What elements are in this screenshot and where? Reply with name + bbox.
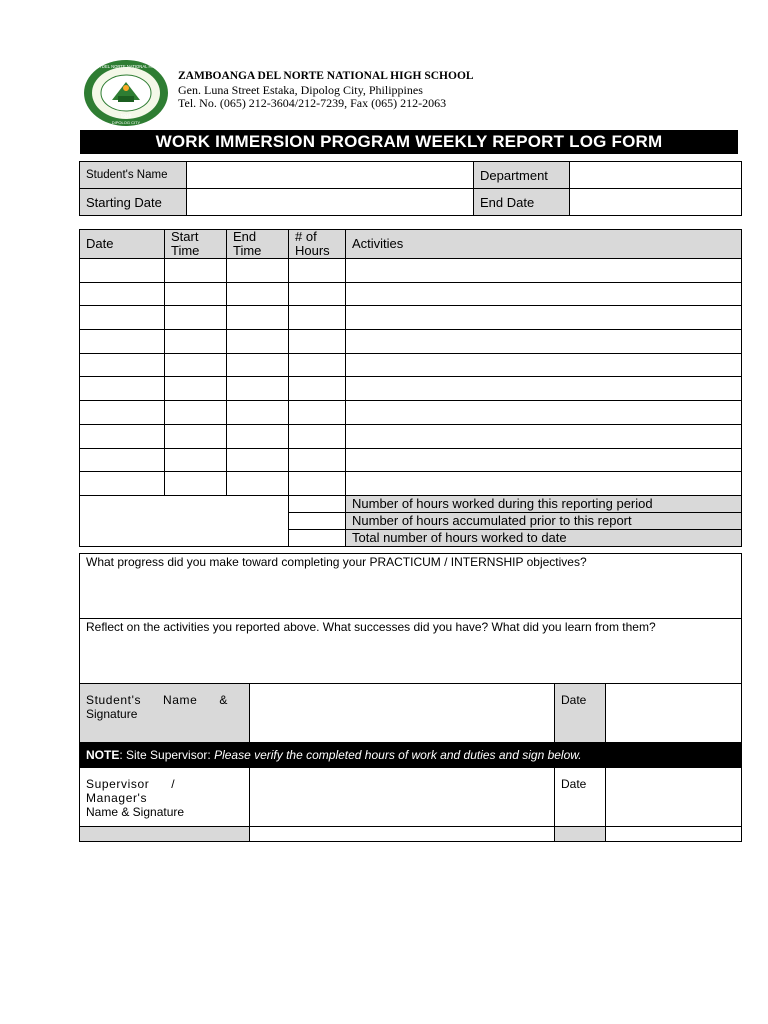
log-date-cell[interactable] — [80, 448, 165, 472]
supervisor-date-label: Date — [555, 768, 606, 827]
summary-hours-field[interactable] — [289, 495, 346, 512]
seal-year: 1948 — [120, 114, 132, 120]
log-activities-cell[interactable] — [346, 401, 742, 425]
summary-row — [80, 495, 742, 512]
log-row — [80, 448, 742, 472]
hours-header: # of Hours — [289, 230, 346, 259]
start-time-header: Start Time — [165, 230, 227, 259]
department-field[interactable] — [570, 162, 742, 189]
log-hours-cell[interactable] — [289, 306, 346, 330]
log-end-time-cell[interactable] — [227, 353, 289, 377]
student-date-label: Date — [555, 684, 606, 743]
log-row — [80, 401, 742, 425]
log-start-time-cell[interactable] — [165, 259, 227, 283]
extra-row-cell[interactable] — [606, 827, 742, 842]
supervisor-note: NOTE: Site Supervisor: Please verify the completed hours of work and duties and sign below. — [80, 743, 742, 768]
summary-label: Number of hours worked during this reporting period — [346, 495, 742, 512]
log-row — [80, 259, 742, 283]
log-activities-cell[interactable] — [346, 377, 742, 401]
log-end-time-cell[interactable] — [227, 377, 289, 401]
log-row — [80, 377, 742, 401]
progress-question[interactable]: What progress did you make toward completing your PRACTICUM / INTERNSHIP objectives? — [80, 554, 742, 619]
log-end-time-cell[interactable] — [227, 472, 289, 496]
summary-hours-field[interactable] — [289, 529, 346, 546]
log-date-cell[interactable] — [80, 306, 165, 330]
log-hours-cell[interactable] — [289, 259, 346, 283]
seal-text-bottom: DIPOLOG CITY — [111, 120, 141, 125]
school-address: Gen. Luna Street Estaka, Dipolog City, Philippines — [178, 82, 423, 97]
summary-label: Number of hours accumulated prior to this report — [346, 512, 742, 529]
student-signature-field[interactable] — [250, 684, 555, 743]
date-header: Date — [80, 230, 165, 259]
log-row — [80, 282, 742, 306]
student-info-table — [79, 161, 742, 216]
log-end-time-cell[interactable] — [227, 401, 289, 425]
seal-text-top: ZAMBOANGA DEL NORTE NATIONAL HIGH SCHOOL — [74, 64, 178, 69]
school-name: ZAMBOANGA DEL NORTE NATIONAL HIGH SCHOOL — [178, 70, 474, 82]
log-activities-cell[interactable] — [346, 259, 742, 283]
log-row — [80, 353, 742, 377]
log-end-time-cell[interactable] — [227, 330, 289, 354]
summary-hours-field[interactable] — [289, 512, 346, 529]
log-date-cell[interactable] — [80, 424, 165, 448]
log-end-time-cell[interactable] — [227, 306, 289, 330]
log-start-time-cell[interactable] — [165, 472, 227, 496]
log-hours-cell[interactable] — [289, 330, 346, 354]
log-start-time-cell[interactable] — [165, 282, 227, 306]
log-date-cell[interactable] — [80, 282, 165, 306]
log-start-time-cell[interactable] — [165, 401, 227, 425]
department-label: Department — [474, 162, 570, 189]
log-hours-cell[interactable] — [289, 448, 346, 472]
extra-row-cell — [555, 827, 606, 842]
starting-date-field[interactable] — [187, 189, 474, 216]
log-end-time-cell[interactable] — [227, 424, 289, 448]
log-start-time-cell[interactable] — [165, 424, 227, 448]
log-activities-cell[interactable] — [346, 330, 742, 354]
log-start-time-cell[interactable] — [165, 353, 227, 377]
school-seal-logo — [74, 58, 178, 128]
supervisor-signature-field[interactable] — [250, 768, 555, 827]
activity-log-table — [79, 229, 742, 547]
form-title: WORK IMMERSION PROGRAM WEEKLY REPORT LOG FORM — [80, 130, 738, 154]
student-signature-label: Student's Name & Signature — [80, 684, 250, 743]
log-end-time-cell[interactable] — [227, 259, 289, 283]
log-hours-cell[interactable] — [289, 377, 346, 401]
log-hours-cell[interactable] — [289, 353, 346, 377]
log-row — [80, 424, 742, 448]
log-date-cell[interactable] — [80, 259, 165, 283]
log-activities-cell[interactable] — [346, 472, 742, 496]
log-hours-cell[interactable] — [289, 401, 346, 425]
reflection-table — [79, 553, 742, 842]
activities-header: Activities — [346, 230, 742, 259]
log-hours-cell[interactable] — [289, 424, 346, 448]
log-date-cell[interactable] — [80, 401, 165, 425]
log-date-cell[interactable] — [80, 472, 165, 496]
log-activities-cell[interactable] — [346, 424, 742, 448]
log-row — [80, 306, 742, 330]
log-start-time-cell[interactable] — [165, 448, 227, 472]
starting-date-label: Starting Date — [80, 189, 187, 216]
supervisor-signature-label: Supervisor / Manager's Name & Signature — [80, 768, 250, 827]
log-end-time-cell[interactable] — [227, 282, 289, 306]
log-activities-cell[interactable] — [346, 448, 742, 472]
summary-label: Total number of hours worked to date — [346, 529, 742, 546]
supervisor-date-field[interactable] — [606, 768, 742, 827]
extra-row-cell — [80, 827, 250, 842]
extra-row-cell[interactable] — [250, 827, 555, 842]
log-row — [80, 472, 742, 496]
end-date-field[interactable] — [570, 189, 742, 216]
log-row — [80, 330, 742, 354]
log-activities-cell[interactable] — [346, 282, 742, 306]
log-start-time-cell[interactable] — [165, 377, 227, 401]
end-date-label: End Date — [474, 189, 570, 216]
students-name-field[interactable] — [187, 162, 474, 189]
summary-blank-cell — [80, 495, 289, 546]
log-end-time-cell[interactable] — [227, 448, 289, 472]
log-date-cell[interactable] — [80, 377, 165, 401]
end-time-header: End Time — [227, 230, 289, 259]
log-activities-cell[interactable] — [346, 353, 742, 377]
students-name-label: Student's Name — [80, 162, 187, 189]
log-hours-cell[interactable] — [289, 472, 346, 496]
log-date-cell[interactable] — [80, 353, 165, 377]
log-start-time-cell[interactable] — [165, 330, 227, 354]
log-date-cell[interactable] — [80, 330, 165, 354]
log-activities-cell[interactable] — [346, 306, 742, 330]
school-contact: Tel. No. (065) 212-3604/212-7239, Fax (065) 212-2063 — [178, 96, 447, 110]
log-hours-cell[interactable] — [289, 282, 346, 306]
log-start-time-cell[interactable] — [165, 306, 227, 330]
school-header — [178, 70, 474, 111]
reflect-question[interactable]: Reflect on the activities you reported above. What successes did you have? What did you learn from them? — [80, 619, 742, 684]
student-date-field[interactable] — [606, 684, 742, 743]
